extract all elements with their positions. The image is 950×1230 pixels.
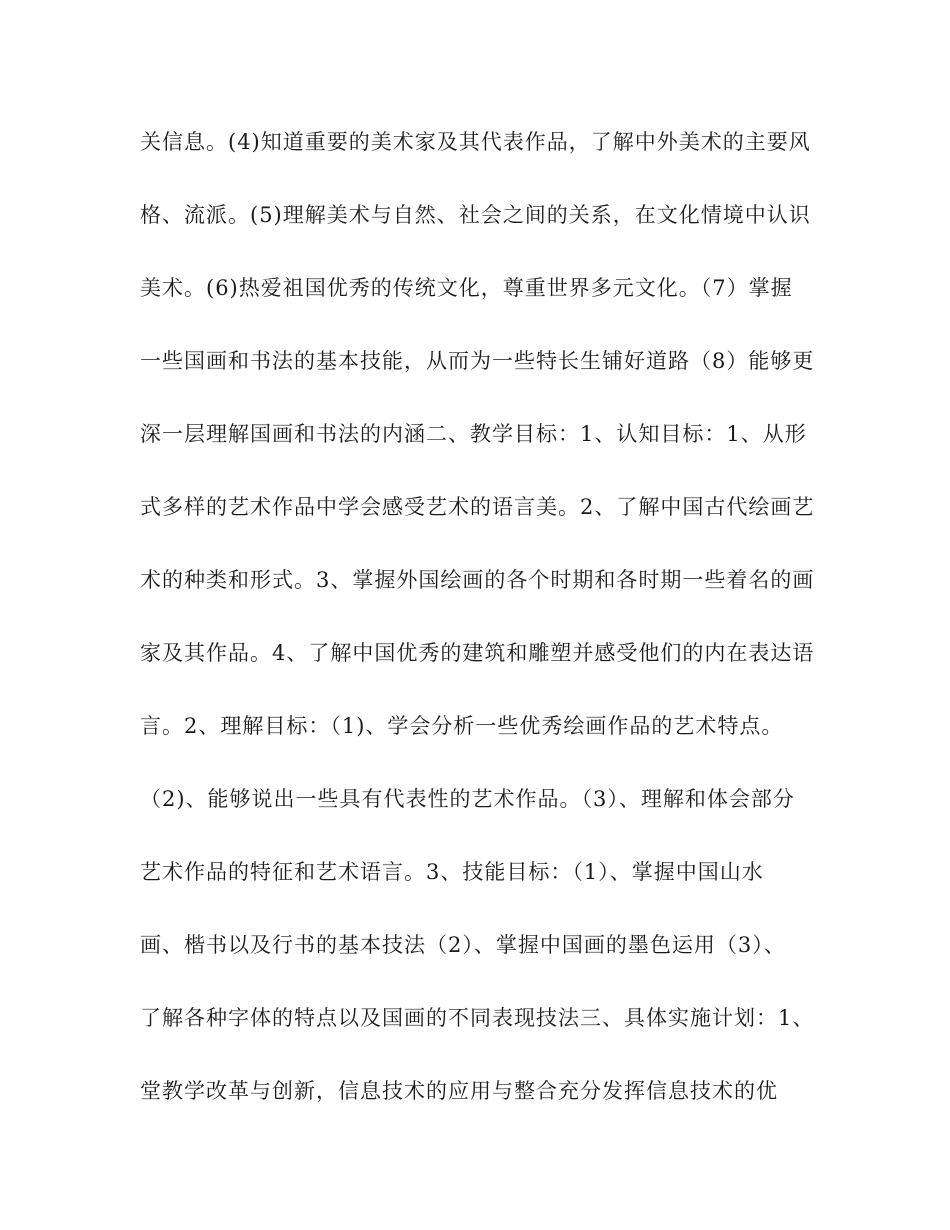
text-line: 格、流派。(5)理解美术与自然、社会之间的关系，在文化情境中认识 bbox=[140, 203, 811, 227]
text-line: 艺术作品的特征和艺术语言。3、技能目标：（1）、掌握中国山水 bbox=[140, 860, 764, 884]
text-line: 一些国画和书法的基本技能，从而为一些特长生铺好道路（8）能够更 bbox=[140, 349, 815, 373]
text-line: 式多样的艺术作品中学会感受艺术的语言美。2、了解中国古代绘画艺 bbox=[140, 495, 815, 519]
text-line: 画、楷书以及行书的基本技法（2）、掌握中国画的墨色运用（3）、 bbox=[140, 933, 786, 957]
text-line: 家及其作品。4、了解中国优秀的建筑和雕塑并感受他们的内在表达语 bbox=[140, 641, 815, 665]
text-line: （2)、能够说出一些具有代表性的艺术作品。（3）、理解和体会部分 bbox=[140, 787, 795, 811]
text-line: 堂教学改革与创新，信息技术的应用与整合充分发挥信息技术的优 bbox=[140, 1079, 778, 1103]
text-line: 了解各种字体的特点以及国画的不同表现技法三、具体实施计划：1、 bbox=[140, 1006, 815, 1030]
text-line: 深一层理解国画和书法的内涵二、教学目标：1、认知目标：1、从形 bbox=[140, 422, 807, 446]
text-line: 言。2、理解目标：（1)、学会分析一些优秀绘画作品的艺术特点。 bbox=[140, 714, 784, 738]
text-line: 美术。(6)热爱祖国优秀的传统文化，尊重世界多元文化。（7）掌握 bbox=[140, 276, 793, 300]
text-line: 关信息。(4)知道重要的美术家及其代表作品，了解中外美术的主要风 bbox=[140, 130, 811, 154]
text-line: 术的种类和形式。3、掌握外国绘画的各个时期和各时期一些着名的画 bbox=[140, 568, 815, 592]
